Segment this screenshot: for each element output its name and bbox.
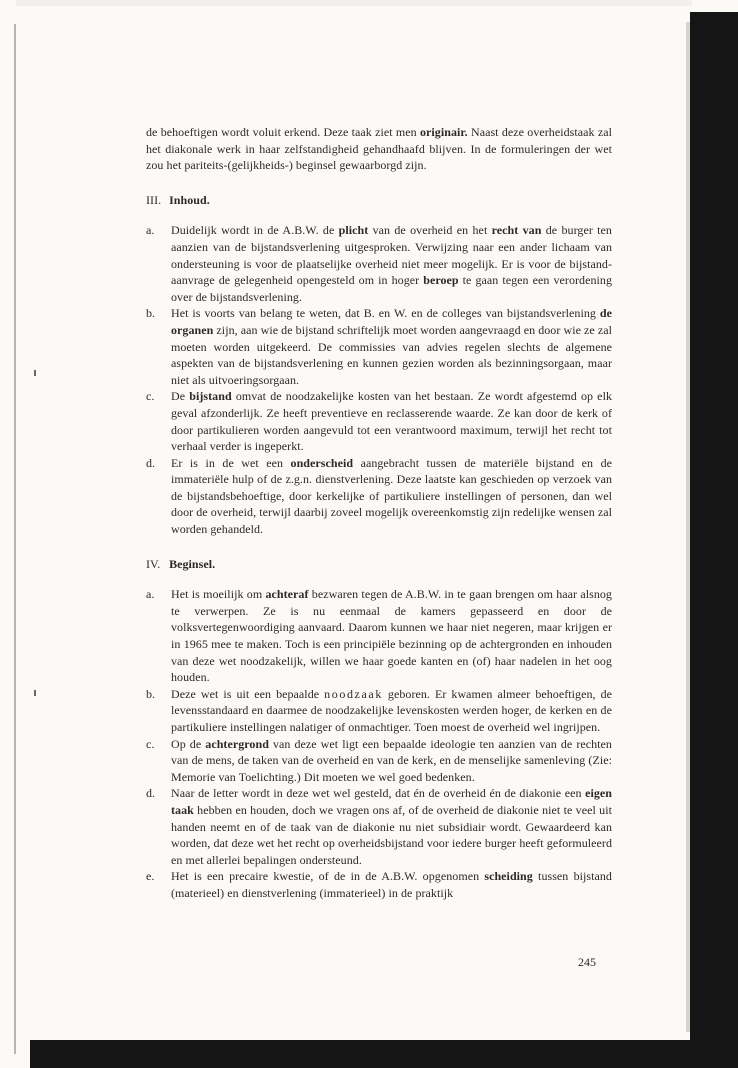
item-label: b.: [146, 306, 156, 321]
emphasis: achteraf: [265, 587, 309, 602]
list-item: a. Duidelijk wordt in de A.B.W. de plicht van de overheid en het recht van de burger ten aanzien van de bijstandsverlening uitgesproken. Verwijzing naar een ander lichaam van ondersteuning is voor de plaatselijke overheid niet meer mogelijk. Er is voor de bijstand-aanvrage de gelegenheid opengesteld om in hoger beroep te gaan tegen een verordening over de bijstandsverlening.: [146, 223, 612, 304]
emphasis: originair.: [419, 125, 468, 139]
item-label: a.: [146, 587, 155, 602]
emphasis: beroep: [423, 273, 459, 288]
binding-mark: [34, 370, 36, 376]
binding-mark: [34, 690, 36, 696]
intro-paragraph: de behoeftigen wordt voluit erkend. Deze taak ziet men originair. Naast deze overheidstaak zal het diakonale werk in haar zelfstandigheid gehandhaafd blijven. In de formuleringen der wet zou het pariteits-(gelijkheids-) beginsel gewaarborgd zijn.: [146, 125, 612, 173]
item-label: c.: [146, 389, 155, 404]
page-left-edge: [14, 24, 16, 1054]
list-item: c. Op de achtergrond van deze wet ligt een bepaalde ideologie ten aanzien van de rechten van de mens, de taken van de overheid en van de kerk, en de menselijke samenleving (Zie: Memorie van Toelichting.) Dit moeten we wel goed bedenken.: [146, 736, 612, 784]
page-top-edge: [16, 0, 692, 6]
page-number: 245: [578, 955, 596, 969]
item-label: d.: [146, 455, 156, 470]
page-body: [146, 124, 612, 902]
emphasis: achtergrond: [205, 736, 269, 751]
section-heading-3: III. Inhoud.: [146, 192, 210, 207]
item-label: d.: [146, 786, 156, 801]
scan-border-bottom: [30, 1040, 738, 1068]
emphasis: de organen: [171, 306, 612, 337]
section-heading-4: IV. Beginsel.: [146, 556, 216, 571]
item-label: c.: [146, 736, 155, 751]
item-label: a.: [146, 223, 155, 238]
list-item: b. Het is voorts van belang te weten, dat B. en W. en de colleges van bijstandsverlening de organen zijn, aan wie de bijstand schriftelijk moet worden aangevraagd en door wie ze zal moeten worden uitgekeerd. De commissies van advies regelen slechts de algemene aspekten van de bijstandsverlening en kunnen gezien worden als bezinningsorgaan, maar niet als uitvoeringsorgaan.: [146, 306, 612, 387]
emphasis: eigen taak: [171, 786, 612, 817]
list-item: d. Naar de letter wordt in deze wet wel gesteld, dat én de overheid én de diakonie een eigen taak hebben en houden, doch we vragen ons af, of de overheid de diakonie niet te veel uit handen neemt en of de taak van de diakonie nu niet subsidiair wordt. Gewaardeerd kan worden, dat deze wet het recht op overheidsbijstand voor iedere burger heeft geformuleerd en met allerlei bepalingen ondersteund.: [146, 786, 612, 867]
item-label: e.: [146, 869, 155, 884]
spaced-emphasis: noodzaak: [324, 686, 383, 701]
list-item: e. Het is een precaire kwestie, of de in de A.B.W. opgenomen scheiding tussen bijstand (materieel) en dienstverlening (immaterieel) in de praktijk: [146, 869, 612, 900]
emphasis: onderscheid: [290, 455, 354, 470]
list-item: b. Deze wet is uit een bepaalde noodzaak geboren. Er kwamen almeer behoeftigen, de levensstandaard en daarmee de noodzakelijke levenskosten werden hoger, de kerken en de partikuliere instellingen nalatiger of onmachtiger. Toen moest de overheid wel ingrijpen.: [146, 686, 613, 734]
emphasis: plicht: [338, 223, 369, 238]
emphasis: recht van: [491, 223, 542, 238]
emphasis: scheiding: [484, 869, 533, 884]
list-item: a. Het is moeilijk om achteraf bezwaren tegen de A.B.W. in te gaan brengen om haar alsnog te verwerpen. Ze is nu eenmaal de kamers gepasseerd en door de volksvertegenwoordiging aanvaard. Daarom kunnen we haar niet negeren, maar krijgen er in 1965 mee te maken. Toch is een principiële bezinning op de achtergronden en inhouden van deze wet noodzakelijk, willen we haar goede kanten en (of) haar nadelen in het oog houden.: [146, 587, 612, 685]
item-label: b.: [146, 686, 156, 701]
scan-border-right: [690, 12, 738, 1068]
list-item: d. Er is in de wet een onderscheid aangebracht tussen de materiële bijstand en de immateriële hulp of de z.g.n. dienstverlening. Deze laatste kan geschieden op verzoek van de bijstandsbehoeftige, door kerkelijke of partikuliere instellingen of personen, dan wel door de overheid, terwijl daarbij zoveel mogelijk overeenkomstig zijn redelijke wensen zal worden gehandeld.: [146, 455, 613, 537]
emphasis: bijstand: [189, 389, 232, 404]
list-item: c. De bijstand omvat de noodzakelijke kosten van het bestaan. Ze wordt afgestemd op elk geval afzonderlijk. Ze heeft preventieve en reclasserende waarde. Ze kan door de kerk of door partikulieren worden aangevuld tot een verantwoord maximum, terwijl het recht tot verhaal verder is ingeperkt.: [146, 389, 612, 454]
